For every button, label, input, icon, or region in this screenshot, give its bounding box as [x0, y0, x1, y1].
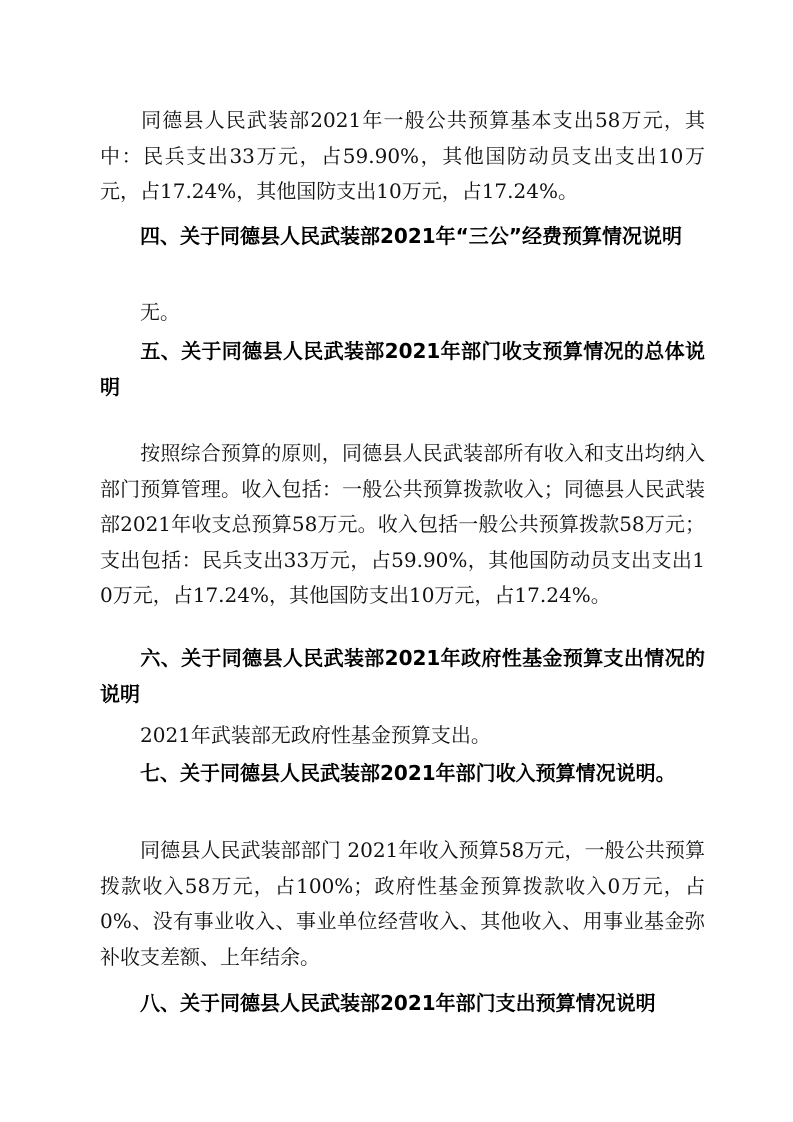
paragraph-text: 按照综合预算的原则，同德县人民武装部所有收入和支出均纳入部门预算管理。收入包括：一般公共预算拨款收入；同德县人民武装部2021年收支总预算58万元。收入包括一般公共预算拨款58万元；支出包括：民兵支出33万元，占59.90%，其他国防动员支出支出10万元，占17.24%，其他国防支出10万元，占17.24%。 — [100, 441, 705, 607]
heading-text: 四、关于同德县人民武装部2021年“三公”经费预算情况说明 — [140, 224, 682, 248]
heading-text: 七、关于同德县人民武装部2021年部门收入预算情况说明。 — [140, 761, 676, 785]
heading-text: 五、关于同德县人民武装部2021年部门收支预算情况的总体说明 — [100, 339, 705, 399]
paragraph-government-fund — [100, 718, 705, 754]
paragraph-text: 无。 — [140, 300, 180, 324]
section-heading-seven — [100, 756, 705, 792]
section-heading-four — [100, 219, 705, 255]
section-heading-eight — [100, 986, 705, 1022]
heading-text: 六、关于同德县人民武装部2021年政府性基金预算支出情况的说明 — [100, 646, 705, 706]
paragraph-overall-budget — [100, 436, 705, 614]
paragraph-text: 同德县人民武装部部门 2021年收入预算58万元，一般公共预算拨款收入58万元，占100%；政府性基金预算拨款收入0万元，占0%、没有事业收入、事业单位经营收入、其他收入、用事业基金弥补收支差额、上年结余。 — [100, 838, 705, 969]
section-heading-six — [100, 641, 705, 712]
paragraph-general-budget-expenditure — [100, 103, 705, 210]
section-heading-five — [100, 334, 705, 405]
paragraph-text: 2021年武装部无政府性基金预算支出。 — [140, 723, 491, 747]
paragraph-text: 同德县人民武装部2021年一般公共预算基本支出58万元，其中：民兵支出33万元，占59.90%，其他国防动员支出支出10万元，占17.24%，其他国防支出10万元，占17.24%。 — [100, 108, 705, 203]
paragraph-income-budget — [100, 833, 705, 975]
heading-text: 八、关于同德县人民武装部2021年部门支出预算情况说明 — [140, 991, 656, 1015]
paragraph-none — [100, 295, 705, 331]
